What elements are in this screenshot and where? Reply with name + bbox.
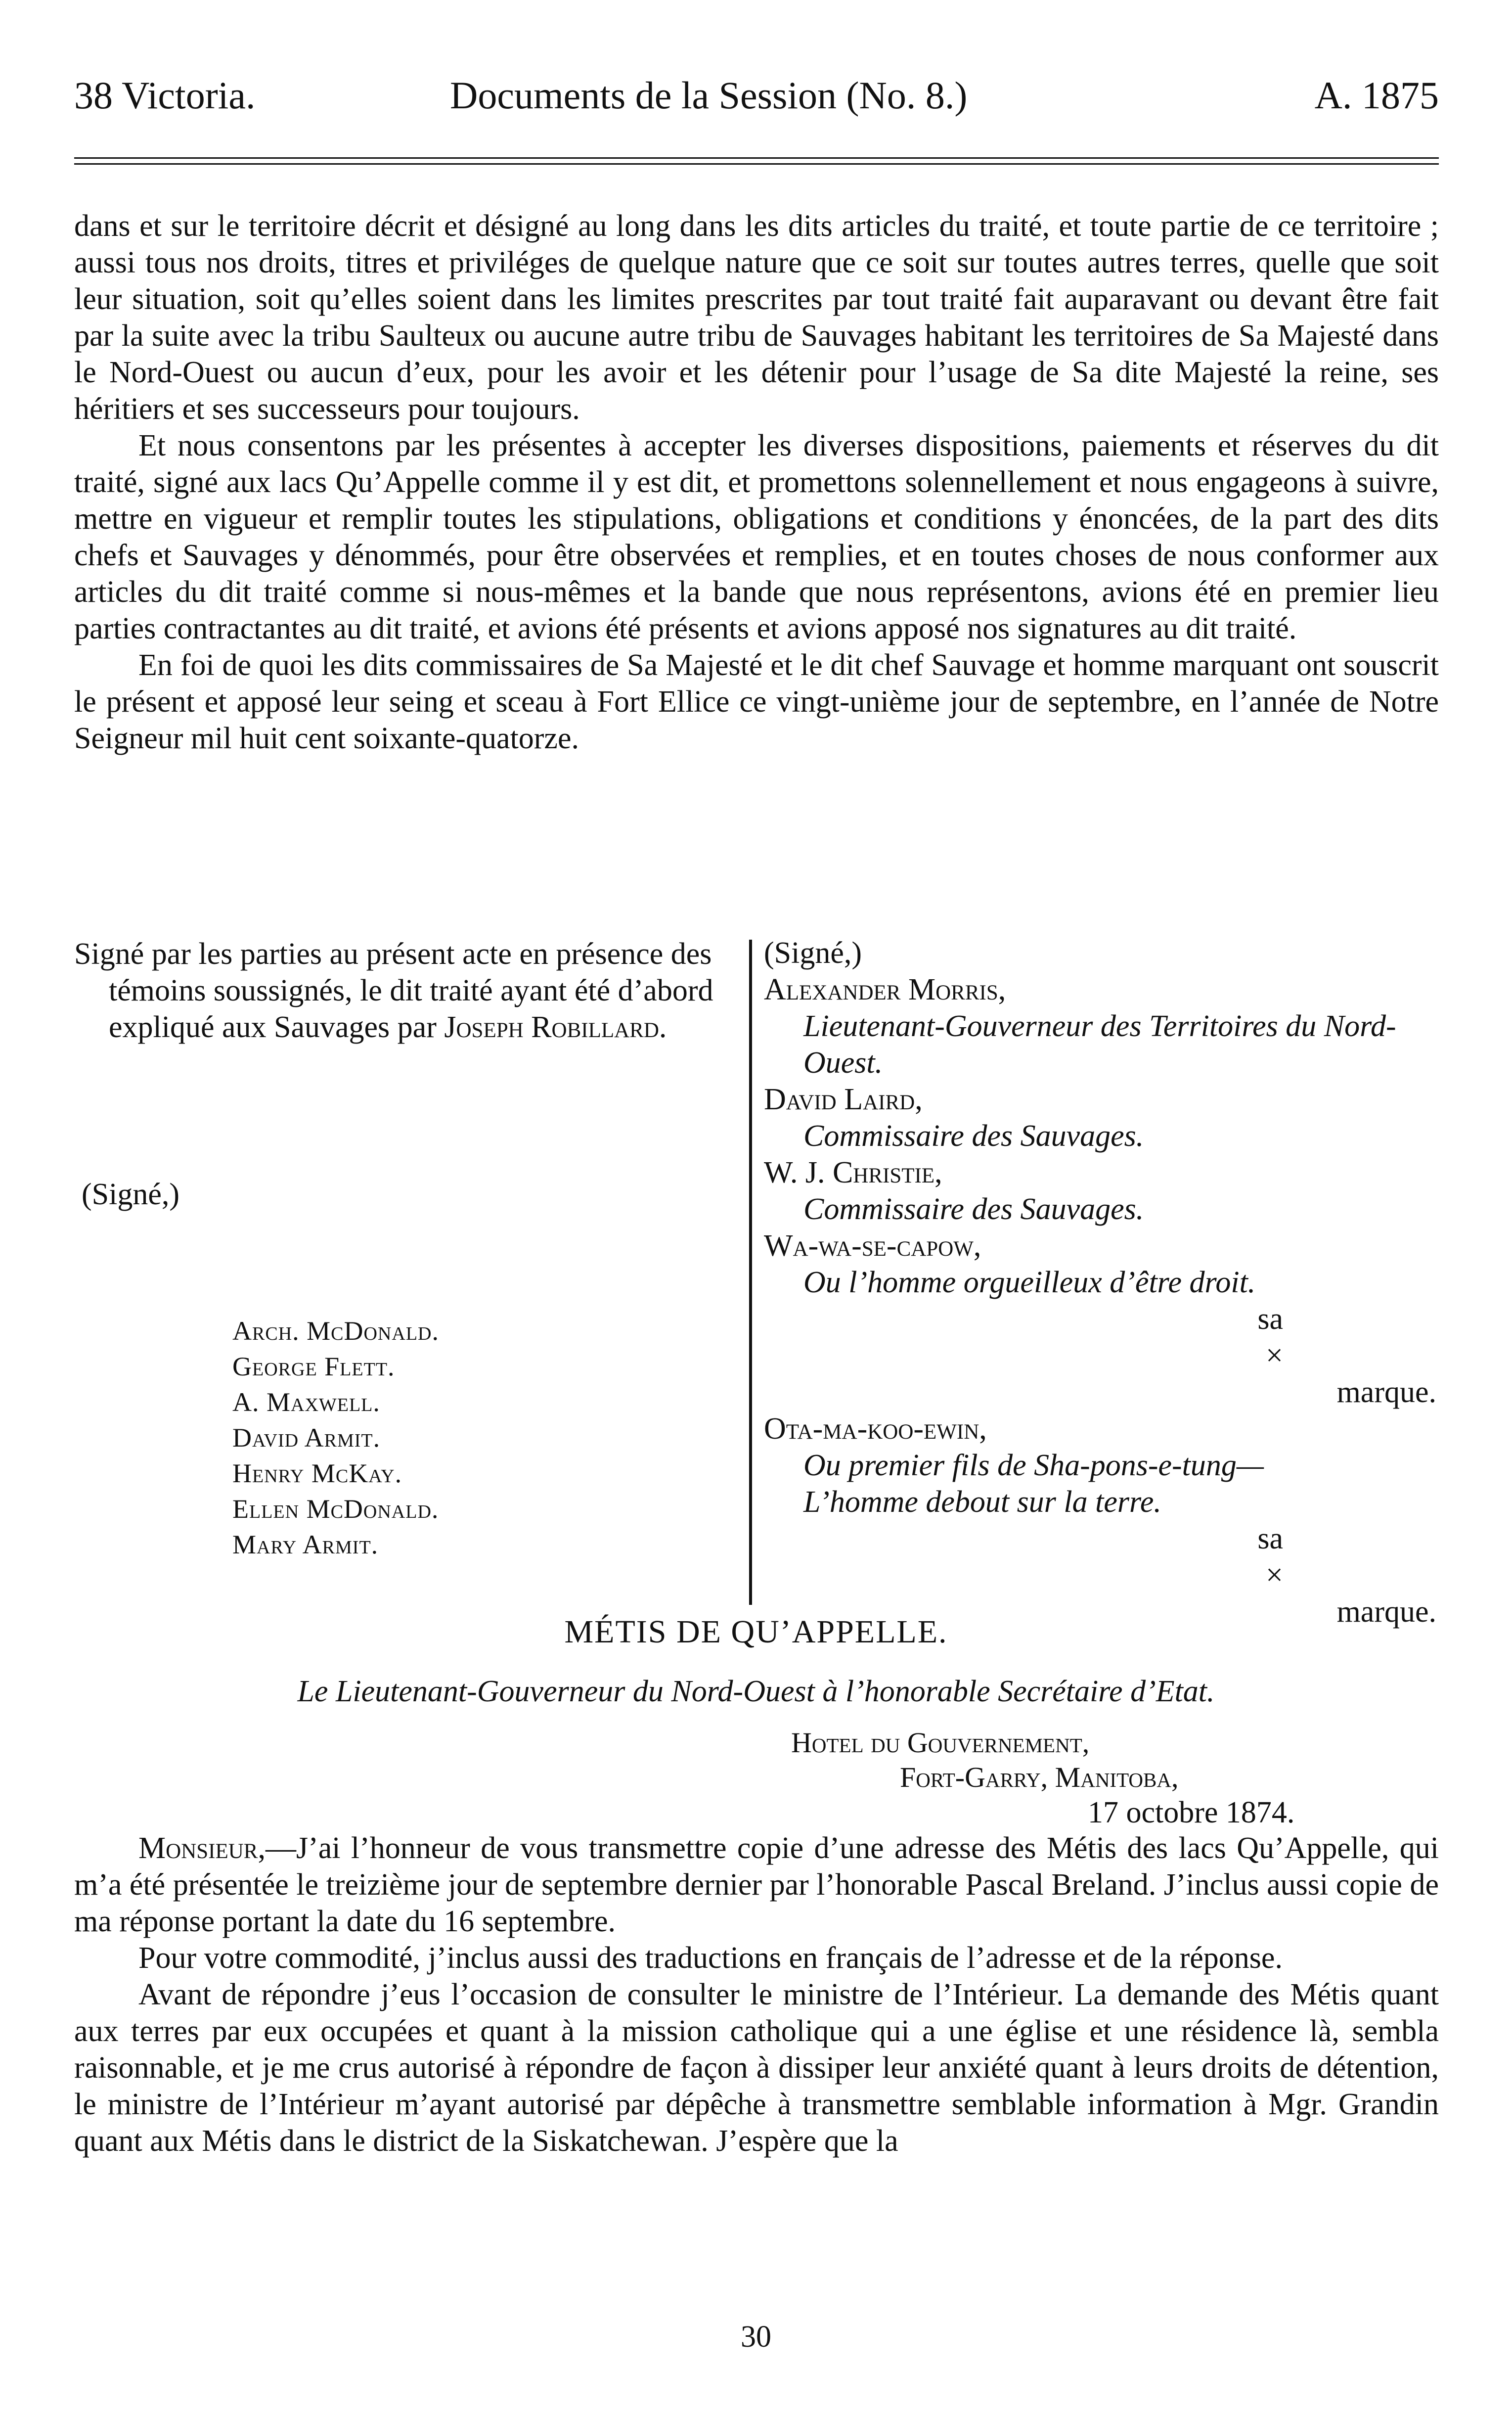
header-volume: 38 Victoria.: [74, 74, 256, 117]
signe-label-right: (Signé,): [764, 936, 862, 970]
signatory-name: David Laird,: [764, 1083, 923, 1116]
header-rule-top: [74, 157, 1439, 159]
treaty-text: [74, 208, 1439, 757]
witness-name: George Flett.: [232, 1352, 395, 1381]
letter-date: 17 octobre 1874.: [1088, 1796, 1295, 1829]
page-number: 30: [741, 2320, 771, 2354]
section-title: MÉTIS DE QU’APPELLE.: [564, 1614, 948, 1650]
header-rule-bottom: [74, 163, 1439, 165]
paragraph: Avant de répondre j’eus l’occasion de consulter le ministre de l’Intérieur. La demande des Métis quant aux terres par eux occupées et quant à la mission catholique qui a une église et une résidence là, sembla raisonnable, et je me crus autorisé à répondre de façon à dissiper leur anxiété quant à leurs droits de détention, le ministre de l’Intérieur m’ayant autorisé par dépêche à transmettre semblable information à Mgr. Grandin quant aux Métis dans le district de la Siskatchewan. J’espère que la: [74, 1978, 1439, 2158]
signatory-title: Lieutenant-Gouverneur des Territoires du Nord-Ouest.: [803, 1009, 1396, 1080]
header-title: Documents de la Session (No. 8.): [450, 74, 968, 117]
witness-name: Arch. McDonald.: [232, 1316, 439, 1346]
signatory-name: W. J. Christie,: [764, 1156, 942, 1189]
signe-label-left: (Signé,): [82, 1178, 180, 1211]
paragraph: En foi de quoi les dits commissaires de Sa Majesté et le dit chef Sauvage et homme marquant ont souscrit le présent et apposé leur seing et sceau à Fort Ellice ce vingt-unième jour de septembre, en l’année de Notre Seigneur mil huit cent soixante-quatorze.: [74, 648, 1439, 755]
mark-sa: sa: [1257, 1302, 1283, 1336]
letter-body: [74, 1830, 1439, 2159]
signatory-name: Alexander Morris,: [764, 973, 1006, 1006]
mark-word: marque.: [1336, 1375, 1436, 1409]
witness-statement: [74, 936, 747, 1046]
signatory-title: Commissaire des Sauvages.: [803, 1192, 1144, 1226]
witness-name: David Armit.: [232, 1423, 381, 1453]
mark-word: marque.: [1336, 1595, 1436, 1629]
witness-list: [232, 1313, 439, 1562]
interpreter-name: Joseph Robillard.: [444, 1010, 667, 1044]
running-header: [74, 73, 1439, 128]
witness-name: Mary Armit.: [232, 1530, 379, 1559]
mark-x: ×: [1266, 1339, 1283, 1372]
address-line: Fort-Garry, Manitoba,: [900, 1761, 1179, 1793]
paragraph: dans et sur le territoire décrit et désigné au long dans les dits articles du traité, et toute partie de ce territoire ; aussi tous nos droits, titres et priviléges de quelque nature que ce soit sur toutes autres terres, quelle que soit leur situation, soit qu’elles soient dans les limites prescrites par tout traité fait auparavant ou devant être fait par la suite avec la tribu Saulteux ou aucune autre tribu de Sauvages habitant les territoires de Sa Majesté dans le Nord-Ouest ou aucun d’eux, pour les avoir et les détenir pour l’usage de Sa dite Majesté la reine, ses héritiers et ses successeurs pour toujours.: [74, 209, 1439, 426]
mark-x: ×: [1266, 1558, 1283, 1592]
signatory-title: L’homme debout sur la terre.: [803, 1485, 1161, 1519]
header-year: A. 1875: [1314, 74, 1439, 117]
signature-brace: [749, 940, 752, 1605]
witness-name: A. Maxwell.: [232, 1387, 380, 1417]
paragraph: —J’ai l’honneur de vous transmettre copie d’une adresse des Métis des lacs Qu’Appelle, qui m’a été présentée le treizième jour de septembre dernier par l’honorable Pascal Breland. J’inclus aussi copie de ma réponse portant la date du 16 septembre.: [74, 1831, 1439, 1938]
signatory-title: Commissaire des Sauvages.: [803, 1119, 1144, 1153]
signatory-title: Ou l’homme orgueilleux d’être droit.: [803, 1266, 1256, 1299]
witness-statement-text: Signé par les parties au présent acte en présence des témoins soussignés, le dit traité ayant été d’abord expliqué aux Sauvages par: [74, 937, 713, 1044]
paragraph: Pour votre commodité, j’inclus aussi des traductions en français de l’adresse et de la réponse.: [138, 1941, 1283, 1975]
salutation: Monsieur,: [138, 1831, 266, 1865]
signatory-name: Ota-ma-koo-ewin,: [764, 1412, 987, 1446]
section-subtitle: Le Lieutenant-Gouverneur du Nord-Ouest à l’honorable Secrétaire d’Etat.: [297, 1675, 1215, 1708]
mark-sa: sa: [1257, 1522, 1283, 1555]
signatory-name: Wa-wa-se-capow,: [764, 1229, 981, 1263]
signatory-list: [764, 935, 1441, 1630]
witness-name: Ellen McDonald.: [232, 1494, 439, 1524]
witness-name: Henry McKay.: [232, 1458, 402, 1488]
address-line: Hotel du Gouvernement,: [791, 1727, 1090, 1759]
signatory-title: Ou premier fils de Sha-pons-e-tung—: [803, 1449, 1264, 1482]
paragraph: Et nous consentons par les présentes à accepter les diverses dispositions, paiements et réserves du dit traité, signé aux lacs Qu’Appelle comme il y est dit, et promettons solennellement et nous engageons à suivre, mettre en vigueur et remplir toutes les stipulations, obligations et conditions y énoncées, de la part des dits chefs et Sauvages y dénommés, pour être observées et remplies, et en toutes choses de nous conformer aux articles du dit traité comme si nous-mêmes et la bande que nous représentons, avions été en premier lieu parties contractantes au dit traité, et avions été présents et avions apposé nos signatures au dit traité.: [74, 429, 1439, 645]
